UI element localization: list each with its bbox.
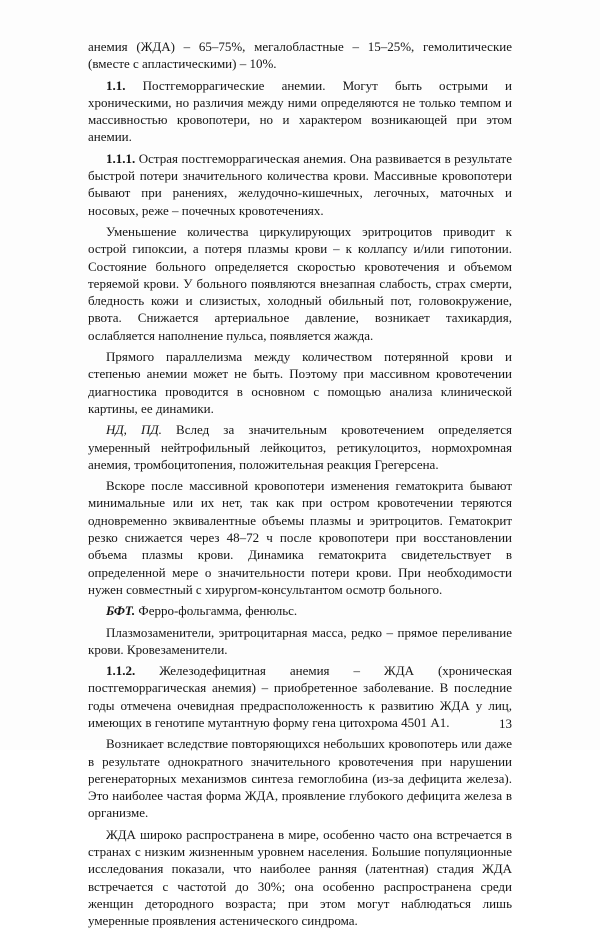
- paragraph-text: Плазмозаменители, эритроцитарная масса, редко – прямое переливание крови. Кровезаменители.: [88, 624, 512, 657]
- paragraph-text: Железодефицитная анемия – ЖДА (хроническая постгеморрагическая анемия) – приобретенное заболевание. В последние годы отмечена очевидная предрасположенность к развитию ЖДА у лиц, имеющих в генотипе мутантную форму гена цитохрома 4501 A1.: [88, 663, 512, 730]
- paragraph-hematocrit: [88, 477, 512, 598]
- paragraph-symptoms: [88, 223, 512, 344]
- paragraph-plasma: [88, 624, 512, 659]
- paragraph-anemia-stats: [88, 38, 512, 73]
- paragraph-text: ЖДА широко распространена в мире, особенно часто она встречается в странах с низким жизненным уровнем населения. Большие популяционные исследования показали, что наиболее ранняя (латентная) стадия ЖДА встречается с частотой до 30%; она особенно распространена среди женщин детородного возраста; при этом могут наблюдаться лишь умеренные проявления астенического синдрома.: [88, 826, 512, 929]
- label-bft: БФТ.: [106, 603, 136, 619]
- paragraph-iron-deficiency: [88, 662, 512, 731]
- paragraph-text: Вскоре после массивной кровопотери изменения гематокрита бывают минимальные или их нет, так как при остром кровотечении теряются одновременно эквивалентные объемы плазмы и эритроцитов. Гематокрит резко снижается через 48–72 ч после кровопотери при восстановлении объема плазмы крови. Динамика гематокрита свидетельствует в определенной мере о значительности потери крови. При необходимости нужен совместный с хирургом-консультантом осмотр больного.: [88, 478, 512, 597]
- paragraph-text: анемия (ЖДА) – 65–75%, мегалобластные – 15–25%, гемолитические (вместе с апластическими) – 10%.: [88, 39, 512, 72]
- section-number: 1.1.2.: [106, 663, 136, 679]
- paragraph-causes: [88, 735, 512, 821]
- page-text: [88, 38, 512, 934]
- paragraph-acute-anemia: [88, 150, 512, 219]
- label-nd-pd: НД, ПД.: [106, 422, 162, 438]
- section-number: 1.1.: [106, 77, 126, 93]
- paragraph-text: Ферро-фольгамма, фенюльс.: [135, 603, 298, 619]
- paragraph-text: Возникает вследствие повторяющихся небольших кровопотерь или даже в результате однократного значительного кровотечения при нарушении регенераторных механизмов синтеза гемоглобина (из-за дефицита железа). Это наиболее частая форма ЖДА, проявление глубокого дефицита железа в организме.: [88, 736, 512, 821]
- paragraph-text: Вслед за значительным кровотечением определяется умеренный нейтрофильный лейкоцитоз, ретикулоцитоз, нормохромная анемия, тромбоцитопения, положительная реакция Грегерсена.: [88, 422, 512, 472]
- paragraph-prevalence: [88, 826, 512, 930]
- paragraph-posthemorrhagic: [88, 77, 512, 146]
- paragraph-text: Уменьшение количества циркулирующих эритроцитов приводит к острой гипоксии, а потеря плазмы крови – к коллапсу и/или гипотонии. Состояние больного определяется скоростью кровотечения и объемом теряемой крови. У больного появляются внезапная слабость, страх смерти, бледность кожи и слизистых, холодный обильный пот, головокружение, рвота. Снижается артериальное давление, возникает тахикардия, ослабляется наполнение пульса, появляется жажда.: [88, 223, 512, 343]
- paragraph-bft: [88, 602, 512, 619]
- paragraph-nd-pd: [88, 421, 512, 473]
- paragraph-text: Острая постгеморрагическая анемия. Она развивается в результате быстрой потери значительного количества крови. Массивные кровопотери бывают при ранениях, желудочно-кишечных, легочных, маточных и носовых, реже – почечных кровотечениях.: [88, 150, 512, 218]
- paragraph-text: Постгеморрагические анемии. Могут быть острыми и хроническими, но различия между ними определяются не только темпом и массивностью кровопотери, но и характером возникающей при этом анемии.: [88, 77, 512, 145]
- section-number: 1.1.1.: [106, 150, 136, 166]
- page-number: 13: [499, 716, 512, 731]
- paragraph-diagnostics: [88, 348, 512, 417]
- paragraph-text: Прямого параллелизма между количеством потерянной крови и степенью анемии может не быть. Поэтому при массивном кровотечении диагностика проводится в основном с помощью анализа клинической картины, ее динамики.: [88, 349, 512, 416]
